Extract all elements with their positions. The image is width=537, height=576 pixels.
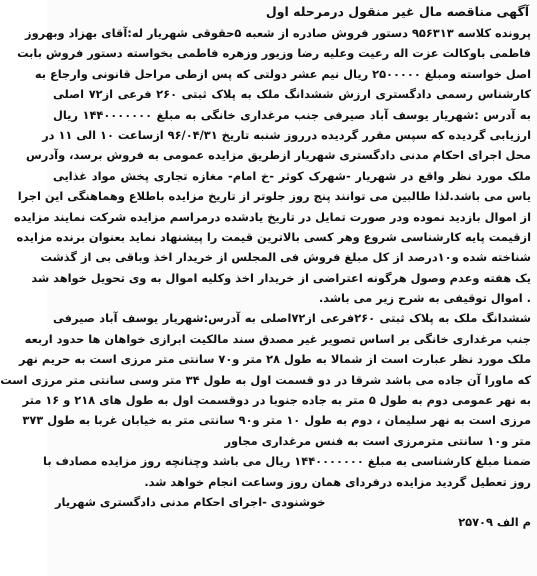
notice-line: ارزیابی گردیده که سپس مقرر گردیده درروز شنبه تاریخ ۹۶/۰۴/۳۱ ازساعت ۱۰ الی ۱۱ در: [42, 127, 531, 142]
notice-line: جنب مرغداری خانگی بر اساس تصویر غیر مصدق سند مالکیت ابرازی خواهان ها حدود اربعه: [24, 331, 531, 346]
notice-line: ازقیمت پایه کارشناسی شروع وهر کسی بالاترین قیمت را پیشنهاد نماید بعنوان برنده مزایده: [16, 229, 531, 244]
notice-line: . اموال توقیفی به شرح زیر می باشد.: [318, 291, 531, 306]
notice-line: اصل خواسته ومبلغ ۲۵۰۰۰۰۰ ریال نیم عشر دولتی که پس ازطی مراحل قانونی وارجاع به: [34, 66, 531, 81]
notice-line: به آدرس :شهریار یوسف آباد صیرفی جنب مرغداری خانگی به مبلغ ۱۴۴۰۰۰۰۰۰۰ ریال: [53, 107, 531, 122]
notice-line: ششدانگ ملک به پلاک ثبتی ۲۶۰فرعی از۷۲اصلی به آدرس:شهریار یوسف آباد صیرفی: [53, 311, 531, 326]
notice-line: مرزی است به نهر سلیمان ، دوم به طول ۱۰ متر و۹۰ سانتی متر به خیابان غربا به طول ۳۷۳: [22, 413, 531, 428]
notice-line: ملک مورد نظر عبارت است از شمالا به طول ۲۸ متر و۷۰ سانتی متر مرزی است به حریم نهر: [19, 352, 531, 367]
notice-line: فاطمی باوکالت عزت اله رعیت وعلیه رضا وزیور وزهره فاطمی بخواسته دستور فروش بابت: [17, 46, 531, 61]
notice-line: یک هفته وعدم وصول هرگونه اعتراضی از خریدار اخذ وکلیه اموال به وی تحویل خواهد شد: [31, 270, 531, 285]
notice-line: کارشناس رسمی دادگستری ارزش ششدانگ ملک به پلاک ثبتی ۲۶۰ فرعی از۷۲ اصلی: [53, 87, 531, 102]
notice-line: از اموال بازدید نموده ودر صورت تمایل در تاریخ یادشده درمراسم مزایده شرکت نمایند مزایده: [14, 209, 531, 224]
notice-line: پرونده کلاسه ۹۵۶۳۱۳ دستور فروش صادره از شعبه ۵حقوقی شهریار له:آقای بهزاد وبهروز: [25, 26, 531, 40]
notice-line: متر و۱۰ سانتی مترمرزی است به فنس مرغداری مجاور: [224, 433, 531, 448]
notice-line: محل اجرای احکام مدنی دادگستری شهریار ازطریق مزایده عمومی به فروش برسد، وآدرس: [26, 148, 531, 163]
notice-reference-code: م الف ۲۵۷۰۹: [458, 515, 531, 530]
notice-line: ضمنا مبلغ کارشناسی به مبلغ ۱۴۴۰۰۰۰۰۰۰ ریال می باشد وچنانچه روز مزایده مصادف با: [43, 454, 531, 469]
notice-line: به نهر عمومی دوم به طول ۵ متر به جاده جنوبا در دوقسمت اول به طول های ۲۱۸ و ۱۶ متر: [22, 393, 531, 408]
notice-line: ملک مورد نظر واقع در شهریار -شهرک کوثر -خ امام- مغازه تجاری پخش مواد غذایی: [53, 168, 531, 183]
notice-line: یاس می باشد.لذا طالبین می توانند پنج روز جلوتر از تاریخ مزایده باطلاع وهماهنگی این اجرا: [17, 189, 531, 204]
notice-line: روز تعطیل گردید مزایده درفردای همان روز وساعت انجام خواهد شد.: [144, 474, 531, 489]
notice-line: شناخته شده و۱۰درصد از کل مبلغ فروش فی المجلس از خریدار اخذ وباقی بی از گذشت: [40, 250, 531, 265]
notice-title: آگهی مناقصه مال غیر منقول درمرحله اول: [265, 4, 529, 19]
notice-line: که ماورا آن جاده می باشد شرقا در دو قسمت اول به طول ۳۴ متر وسی سانتی متر مرزی است: [0, 372, 531, 387]
notice-signature: خوشنودی -اجرای احکام مدنی دادگستری شهریار: [55, 494, 326, 509]
